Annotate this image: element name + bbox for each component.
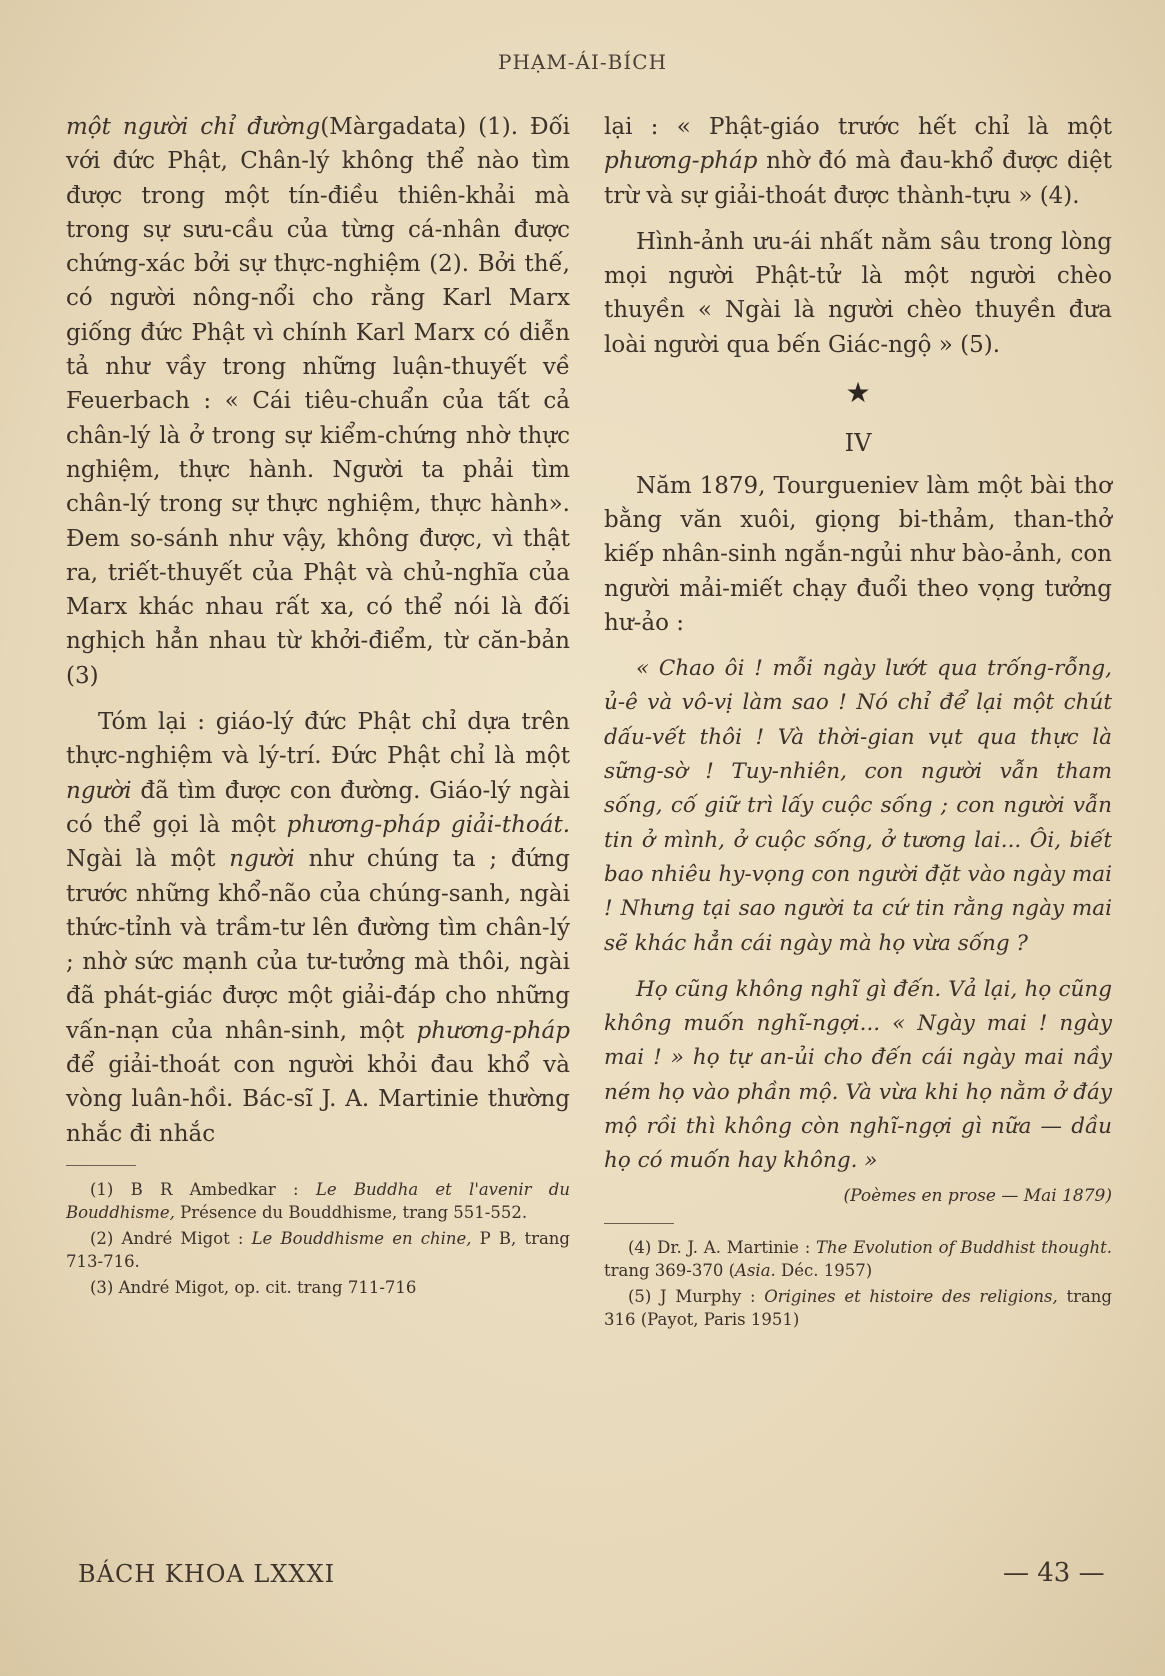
quote-paragraph: « Chao ôi ! mỗi ngày lướt qua trống-rỗng, ủ-ê và vô-vị làm sao ! Nó chỉ để lại một chút dấu-vết thôi ! Và thời-gian vụt qua thực là sững-sờ ! Tuy-nhiên, con người vẫn tham sống, cố giữ trì lấy cuộc sống ; con người vẫn tin ở mình, ở cuộc sống, ở tương lai... Ôi, biết bao nhiêu hy-vọng con người đặt vào ngày mai ! Nhưng tại sao người ta cứ tin rằng ngày mai sẽ khác hẳn cái ngày mà họ vừa sống ? [604,656,1112,956]
poem-quote [604,652,1112,1178]
italic-phrase: người [229,846,295,873]
footnote-text: (5) J Murphy : [628,1286,765,1306]
footnotes [66,1178,570,1300]
footnote [604,1236,1112,1283]
paragraph-text: (Màrgadata) (1). Đối với đức Phật, Chân-lý không thể nào tìm được trong một tín-điều thiên-khải mà trong sự sưu-cầu của từng cá-nhân được chứng-xác bởi sự thực-nghiệm (2). Bởi thế, có người nông-nổi cho rằng Karl Marx giống đức Phật vì chính Karl Marx có diễn tả như vầy trong những luận-thuyết về Feuerbach : « Cái tiêu-chuẩn của tất cả chân-lý là ở trong sự kiểm-chứng nhờ thực nghiệm, thực hành. Người ta phải tìm chân-lý trong sự thực nghiệm, thực hành». Đem so-sánh như vậy, không được, vì thật ra, triết-thuyết của Phật và chủ-nghĩa của Marx khác nhau rất xa, có thể nói là đối nghịch hẳn nhau từ khởi-điểm, từ căn-bản (3) [66,114,570,689]
footnote-text: trang 316 (Payot, Paris 1951) [604,1286,1112,1330]
italic-phrase: người [66,777,132,804]
footnote-text: (4) Dr. J. A. Martinie : [628,1237,817,1257]
footnote [66,1178,570,1225]
italic-phrase: phương-pháp [604,148,758,175]
footnote-title: The Evolution of Buddhist thought. [816,1237,1112,1257]
paragraph [66,110,570,693]
italic-phrase: một người chỉ đường [66,114,321,140]
footnote-text: Déc. 1957) [775,1261,873,1281]
footnote-title: Le Buddha et l'avenir du Bouddhisme, [66,1179,570,1223]
paragraph-text: Ngài là một [66,846,230,873]
paragraph: Năm 1879, Tourgueniev làm một bài thơ bằng văn xuôi, giọng bi-thảm, than-thở kiếp nhân-sinh ngắn-ngủi như bào-ảnh, con người mải-miết chạy đuổi theo vọng tưởng hư-ảo : [604,472,1112,636]
footnote-title: Asia. [735,1261,776,1281]
section-heading: IV [844,429,872,458]
italic-phrase: phương-pháp giải-thoát. [286,811,571,838]
quote-paragraph: Họ cũng không nghĩ gì đến. Vả lại, họ cũng không muốn nghĩ-ngợi... « Ngày mai ! ngày mai ! » họ tự an-ủi cho đến cái ngày mai nầy ném họ vào phần mộ. Và vừa khi họ nằm ở đáy mộ rồi thì không còn nghĩ-ngợi gì nữa — dầu họ có muốn hay không. » [604,976,1112,1174]
footnote [604,1285,1112,1332]
paragraph-text: nhờ đó mà đau-khổ được diệt trừ và sự giải-thoát được thành-tựu » (4). [604,148,1112,209]
paragraph-text: để giải-thoát con người khỏi đau khổ và vòng luân-hồi. Bác-sĩ J. A. Martinie thường nhắc đi nhắc [66,1052,570,1147]
paragraph-text: lại : « Phật-giáo trước hết chỉ là một [604,114,1112,140]
footnote-title: Le Bouddhisme en chine, [251,1228,472,1248]
paragraph-text: Tóm lại : giáo-lý đức Phật chỉ dựa trên thực-nghiệm và lý-trí. Đức Phật chỉ là một [66,709,570,770]
page-number: — 43 — [1003,1558,1105,1588]
footnote-divider [66,1165,136,1166]
footnote-text: Présence du Bouddhisme, trang 551-552. [174,1203,528,1223]
footnote-divider [604,1223,674,1224]
footnote: (3) André Migot, op. cit. trang 711-716 [90,1277,417,1297]
left-column [66,110,570,1301]
footnote-text: trang 369-370 ( [604,1261,736,1281]
italic-phrase: phương-pháp [416,1017,570,1044]
magazine-name: BÁCH KHOA LXXXI [78,1560,336,1588]
running-header: PHẠM-ÁI-BÍCH [497,50,668,74]
footnote [66,1227,570,1274]
footnotes [604,1236,1112,1332]
paragraph-text: đã tìm được con đường. Giáo-lý ngài có thể gọi là một [66,777,570,838]
paragraph [604,110,1112,213]
footnote-text: P B, trang 713-716. [66,1228,570,1272]
footnote-text: (2) André Migot : [90,1228,252,1248]
paragraph-text: như chúng ta ; đứng trước những khổ-não của chúng-sanh, ngài thức-tỉnh và trầm-tư lên đường tìm chân-lý ; nhờ sức mạnh của tư-tưởng mà thôi, ngài đã phát-giác được một giải-đáp cho những vấn-nạn của nhân-sinh, một [66,846,570,1044]
quote-source: (Poèmes en prose — Mai 1879) [843,1185,1112,1206]
footnote-text: (1) B R Ambedkar : [90,1179,316,1199]
footnote-title: Origines et histoire des religions, [764,1286,1058,1306]
paragraph [66,705,570,1151]
paragraph: Hình-ảnh ưu-ái nhất nằm sâu trong lòng mọi người Phật-tử là một người chèo thuyền « Ngài là người chèo thuyền đưa loài người qua bến Giác-ngộ » (5). [604,228,1112,358]
star-ornament: ★ [845,376,871,410]
right-column [604,110,1112,1334]
